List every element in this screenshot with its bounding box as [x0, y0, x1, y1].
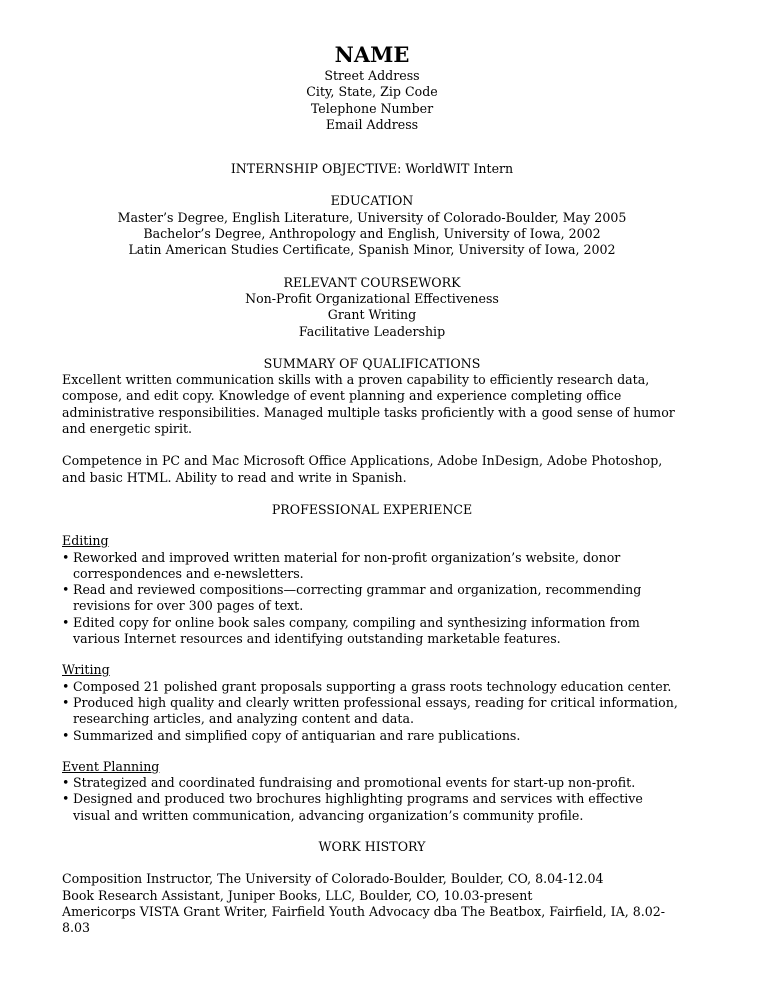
education-item: Master’s Degree, English Literature, University of Colorado-Boulder, May 2005	[117, 209, 627, 225]
coursework-item: Facilitative Leadership	[298, 323, 446, 339]
street-address: Street Address	[324, 68, 420, 83]
bullet-icon: •	[62, 582, 70, 598]
education-item: Latin American Studies Certificate, Spanish Minor, University of Iowa, 2002	[128, 242, 616, 258]
list-item: • Summarized and simplified copy of antiquarian and rare publications.	[62, 727, 521, 743]
experience-subheading: Event Planning	[62, 758, 160, 774]
city-state-zip: City, State, Zip Code	[306, 84, 438, 100]
bullet-icon: •	[62, 791, 70, 807]
list-item: • Strategized and coordinated fundraising and promotional events for start-up non-profit.	[62, 775, 636, 791]
internship-objective: INTERNSHIP OBJECTIVE: WorldWIT Intern	[230, 161, 514, 177]
applicant-name: NAME	[334, 42, 410, 67]
education-heading: EDUCATION	[330, 193, 414, 209]
list-item: • Read and reviewed compositions—correcting grammar and organization, recommending revisions for over 300 pages of text.	[62, 582, 642, 614]
bullet-icon: •	[62, 678, 70, 694]
experience-heading: PROFESSIONAL EXPERIENCE	[271, 501, 473, 517]
experience-section	[62, 502, 682, 824]
experience-group-event-planning	[62, 759, 682, 824]
summary-paragraph: Competence in PC and Mac Microsoft Office Applications, Adobe InDesign, Adobe Photoshop, and basic HTML. Ability to read and write in Spanish.	[62, 453, 663, 485]
coursework-item: Grant Writing	[327, 307, 417, 323]
experience-subheading: Writing	[62, 662, 110, 678]
work-history-item: Americorps VISTA Grant Writer, Fairfield Youth Advocacy dba The Beatbox, Fairfield, IA, 8.02-8.03	[62, 903, 666, 936]
education-item: Bachelor’s Degree, Anthropology and English, University of Iowa, 2002	[143, 226, 601, 242]
list-item: • Composed 21 polished grant proposals supporting a grass roots technology education center.	[62, 678, 672, 694]
telephone-number: Telephone Number	[310, 100, 434, 116]
work-history-section	[62, 839, 682, 936]
work-history-heading: WORK HISTORY	[318, 838, 426, 854]
summary-heading: SUMMARY OF QUALIFICATIONS	[263, 355, 481, 371]
bullet-icon: •	[62, 549, 70, 565]
work-history-item: Composition Instructor, The University of Colorado-Boulder, Boulder, CO, 8.04-12.04	[62, 871, 604, 887]
list-item: • Produced high quality and clearly written professional essays, reading for critical information, researching articles, and analyzing content and data.	[62, 694, 678, 727]
education-section	[62, 193, 682, 258]
list-item: • Designed and produced two brochures highlighting programs and services with effective visual and written communication, advancing organization’s community profile.	[62, 791, 643, 823]
list-item: • Edited copy for online book sales company, compiling and synthesizing information from various Internet resources and identifying outstanding marketable features.	[62, 614, 640, 647]
bullet-icon: •	[62, 694, 70, 710]
contact-block	[62, 42, 682, 133]
resume-document	[62, 42, 682, 936]
experience-group-editing	[62, 533, 682, 647]
email-address: Email Address	[325, 116, 419, 132]
bullet-icon: •	[62, 614, 70, 630]
bullet-icon: •	[62, 727, 70, 743]
coursework-item: Non-Profit Organizational Effectiveness	[245, 290, 499, 306]
bullet-icon: •	[62, 775, 70, 791]
experience-group-writing	[62, 662, 682, 743]
work-history-item: Book Research Assistant, Juniper Books, LLC, Boulder, CO, 10.03-present	[62, 887, 533, 903]
list-item: • Reworked and improved written material for non-profit organization’s website, donor correspondences and e-newsletters.	[62, 549, 621, 581]
coursework-section	[62, 275, 682, 340]
summary-paragraph: Excellent written communication skills with a proven capability to efficiently research data, compose, and edit copy. Knowledge of event planning and experience completing office administrative responsibilities. Managed multiple tasks proficiently with a good sense of humor and energetic spirit.	[62, 372, 675, 437]
summary-section	[62, 356, 682, 486]
coursework-heading: RELEVANT COURSEWORK	[283, 274, 461, 290]
experience-subheading: Editing	[62, 533, 109, 549]
